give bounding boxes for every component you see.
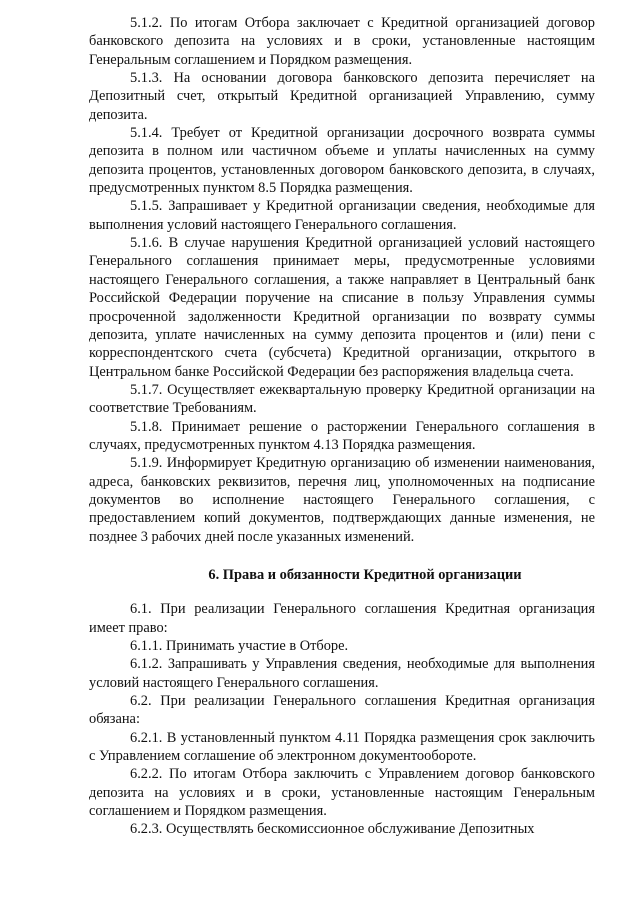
paragraph-5-1-4: 5.1.4. Требует от Кредитной организации досрочного возврата суммы депозита в полном или частичном объеме и уплаты начисленных на сумму депозита процентов, установленных договором банковского депозита, в случаях, предусмотренных пунктом 8.5 Порядка размещения. xyxy=(89,125,595,197)
paragraph-6-2-2: 6.2.2. По итогам Отбора заключить с Управлением договор банковского депозита на условиях и в сроки, установленные настоящим Генеральным соглашением и Порядком размещения. xyxy=(89,766,595,820)
paragraph-5-1-3: 5.1.3. На основании договора банковского депозита перечисляет на Депозитный счет, открытый Кредитной организацией Управлению, сумму депозита. xyxy=(89,70,595,123)
paragraph-5-1-6: 5.1.6. В случае нарушения Кредитной организацией условий настоящего Генерального соглашения принимает меры, предусмотренные условиями настоящего Генерального соглашения, а также направляет в Центральный банк Российской Федерации поручение на списание в пользу Управления суммы просроченной задолженности Кредитной организации по возврату суммы депозита, уплате начисленных на сумму депозита процентов и (или) пени с корреспондентского счета (субсчета) Кредитной организации, открытого в Центральном банке Российской Федерации без распоряжения владельца счета. xyxy=(89,235,595,380)
document-body xyxy=(89,14,595,839)
paragraph-6-2-1: 6.2.1. В установленный пунктом 4.11 Порядка размещения срок заключить с Управлением соглашение об электронном документообороте. xyxy=(89,729,595,765)
paragraph-6-2-3: 6.2.3. Осуществлять бескомиссионное обслуживание Депозитных xyxy=(130,821,535,838)
paragraph-6-1-2: 6.1.2. Запрашивать у Управления сведения, необходимые для выполнения условий настоящего Генерального соглашения. xyxy=(89,656,595,691)
paragraph-5-1-2: 5.1.2. По итогам Отбора заключает с Кредитной организацией договор банковского депозита на условиях и в сроки, установленные настоящим Генеральным соглашением и Порядком размещения. xyxy=(89,15,595,68)
paragraph-5-1-8: 5.1.8. Принимает решение о расторжении Генерального соглашения в случаях, предусмотренных пунктом 4.13 Порядка размещения. xyxy=(89,418,595,453)
paragraph-5-1-7: 5.1.7. Осуществляет ежеквартальную проверку Кредитной организации на соответствие Требованиям. xyxy=(89,381,595,417)
paragraph-6-1: 6.1. При реализации Генерального соглашения Кредитная организация имеет право: xyxy=(89,601,595,636)
paragraph-5-1-9: 5.1.9. Информирует Кредитную организацию об изменении наименования, адреса, банковских реквизитов, перечня лиц, уполномоченных на подписание документов во исполнение настоящего Генерального соглашения, с предоставлением копий документов, подтверждающих данные изменения, не позднее 3 рабочих дней после указанных изменений. xyxy=(89,455,595,545)
section-6-heading: 6. Права и обязанности Кредитной организации xyxy=(208,566,522,583)
paragraph-5-1-5: 5.1.5. Запрашивает у Кредитной организации сведения, необходимые для выполнения условий настоящего Генерального соглашения. xyxy=(89,198,595,233)
paragraph-6-1-1: 6.1.1. Принимать участие в Отборе. xyxy=(130,638,349,654)
paragraph-6-2: 6.2. При реализации Генерального соглашения Кредитная организация обязана: xyxy=(89,693,595,728)
